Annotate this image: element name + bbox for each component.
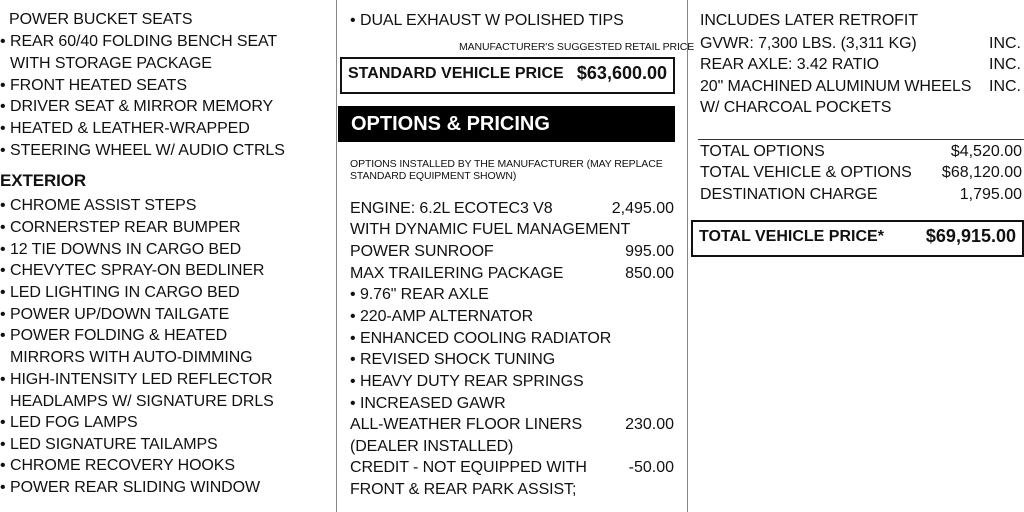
trailering-item: • ENHANCED COOLING RADIATOR — [350, 329, 611, 349]
rear-axle-inc: INC. — [989, 56, 1021, 73]
totals-divider — [698, 139, 1024, 140]
feature-item: • DRIVER SEAT & MIRROR MEMORY — [0, 97, 273, 117]
exterior-item: • LED FOG LAMPS — [0, 413, 138, 433]
option-engine-price: 2,495.00 — [611, 200, 674, 217]
options-note: OPTIONS INSTALLED BY THE MANUFACTURER (MAY REPLACE — [350, 158, 663, 170]
option-trailering-price: 850.00 — [625, 265, 674, 282]
feature-item: POWER BUCKET SEATS — [9, 11, 193, 28]
option-engine: WITH DYNAMIC FUEL MANAGEMENT — [350, 221, 631, 238]
exterior-item: • CHROME RECOVERY HOOKS — [0, 456, 235, 476]
exterior-item: • POWER FOLDING & HEATED — [0, 326, 227, 346]
exterior-item: • POWER UP/DOWN TAILGATE — [0, 305, 229, 325]
standard-price-value: $63,600.00 — [576, 63, 667, 83]
option-floor-liners: ALL-WEATHER FLOOR LINERS — [350, 416, 583, 433]
trailering-item: • 9.76" REAR AXLE — [350, 285, 489, 305]
exterior-item: MIRRORS WITH AUTO-DIMMING — [10, 349, 253, 366]
option-trailering: MAX TRAILERING PACKAGE — [350, 265, 564, 282]
total-price-value: $69,915.00 — [925, 226, 1016, 246]
exterior-heading: EXTERIOR — [0, 171, 87, 190]
feature-item: WITH STORAGE PACKAGE — [10, 55, 212, 72]
destination-value: 1,795.00 — [959, 186, 1022, 203]
standard-price-label: STANDARD VEHICLE PRICE — [348, 65, 564, 82]
trailering-item: • HEAVY DUTY REAR SPRINGS — [350, 372, 584, 392]
retrofit-note: INCLUDES LATER RETROFIT — [700, 12, 918, 29]
total-options-label: TOTAL OPTIONS — [700, 143, 825, 160]
total-vehicle-options-value: $68,120.00 — [941, 164, 1022, 181]
exterior-item: • LED LIGHTING IN CARGO BED — [0, 283, 240, 303]
trailering-item: • 220-AMP ALTERNATOR — [350, 307, 533, 327]
rear-axle-spec: REAR AXLE: 3.42 RATIO — [700, 56, 880, 73]
option-credit: FRONT & REAR PARK ASSIST; — [350, 481, 577, 498]
total-price-box — [691, 220, 1024, 257]
total-price-label: TOTAL VEHICLE PRICE* — [699, 228, 884, 245]
gvwr-spec: GVWR: 7,300 LBS. (3,311 KG) — [700, 35, 917, 52]
feature-item: • REAR 60/40 FOLDING BENCH SEAT — [0, 32, 277, 52]
option-credit-price: -50.00 — [628, 459, 674, 476]
options-note: STANDARD EQUIPMENT SHOWN) — [350, 170, 517, 182]
destination-label: DESTINATION CHARGE — [700, 186, 878, 203]
options-heading: OPTIONS & PRICING — [338, 106, 675, 142]
trailering-item: • REVISED SHOCK TUNING — [350, 350, 555, 370]
exterior-item: • POWER REAR SLIDING WINDOW — [0, 478, 260, 498]
gvwr-inc: INC. — [989, 35, 1021, 52]
option-engine: ENGINE: 6.2L ECOTEC3 V8 — [350, 200, 553, 217]
option-floor-liners: (DEALER INSTALLED) — [350, 438, 514, 455]
wheels-inc: INC. — [989, 78, 1021, 95]
exterior-item: • CORNERSTEP REAR BUMPER — [0, 218, 240, 238]
feature-item: • HEATED & LEATHER-WRAPPED — [0, 119, 250, 139]
exterior-item: • 12 TIE DOWNS IN CARGO BED — [0, 240, 241, 260]
features-column — [0, 0, 336, 512]
option-sunroof-price: 995.00 — [625, 243, 674, 260]
option-sunroof: POWER SUNROOF — [350, 243, 494, 260]
msrp-label: MANUFACTURER'S SUGGESTED RETAIL PRICE — [459, 41, 695, 53]
exterior-item: • CHROME ASSIST STEPS — [0, 196, 196, 216]
exterior-item: • CHEVYTEC SPRAY-ON BEDLINER — [0, 261, 264, 281]
option-floor-liners-price: 230.00 — [625, 416, 674, 433]
exterior-item: HEADLAMPS W/ SIGNATURE DRLS — [10, 393, 274, 410]
feature-item: • DUAL EXHAUST W POLISHED TIPS — [350, 11, 624, 31]
exterior-item: • HIGH-INTENSITY LED REFLECTOR — [0, 370, 272, 390]
wheels-spec: 20" MACHINED ALUMINUM WHEELS — [700, 78, 972, 95]
wheels-spec: W/ CHARCOAL POCKETS — [700, 99, 892, 116]
standard-price-box — [340, 57, 675, 94]
total-options-value: $4,520.00 — [950, 143, 1022, 160]
total-vehicle-options-label: TOTAL VEHICLE & OPTIONS — [700, 164, 912, 181]
column-divider — [336, 0, 337, 512]
column-divider — [687, 0, 688, 512]
trailering-item: • INCREASED GAWR — [350, 394, 506, 414]
option-credit: CREDIT - NOT EQUIPPED WITH — [350, 459, 587, 476]
exterior-item: • LED SIGNATURE TAILAMPS — [0, 435, 218, 455]
feature-item: • STEERING WHEEL W/ AUDIO CTRLS — [0, 141, 285, 161]
feature-item: • FRONT HEATED SEATS — [0, 76, 187, 96]
